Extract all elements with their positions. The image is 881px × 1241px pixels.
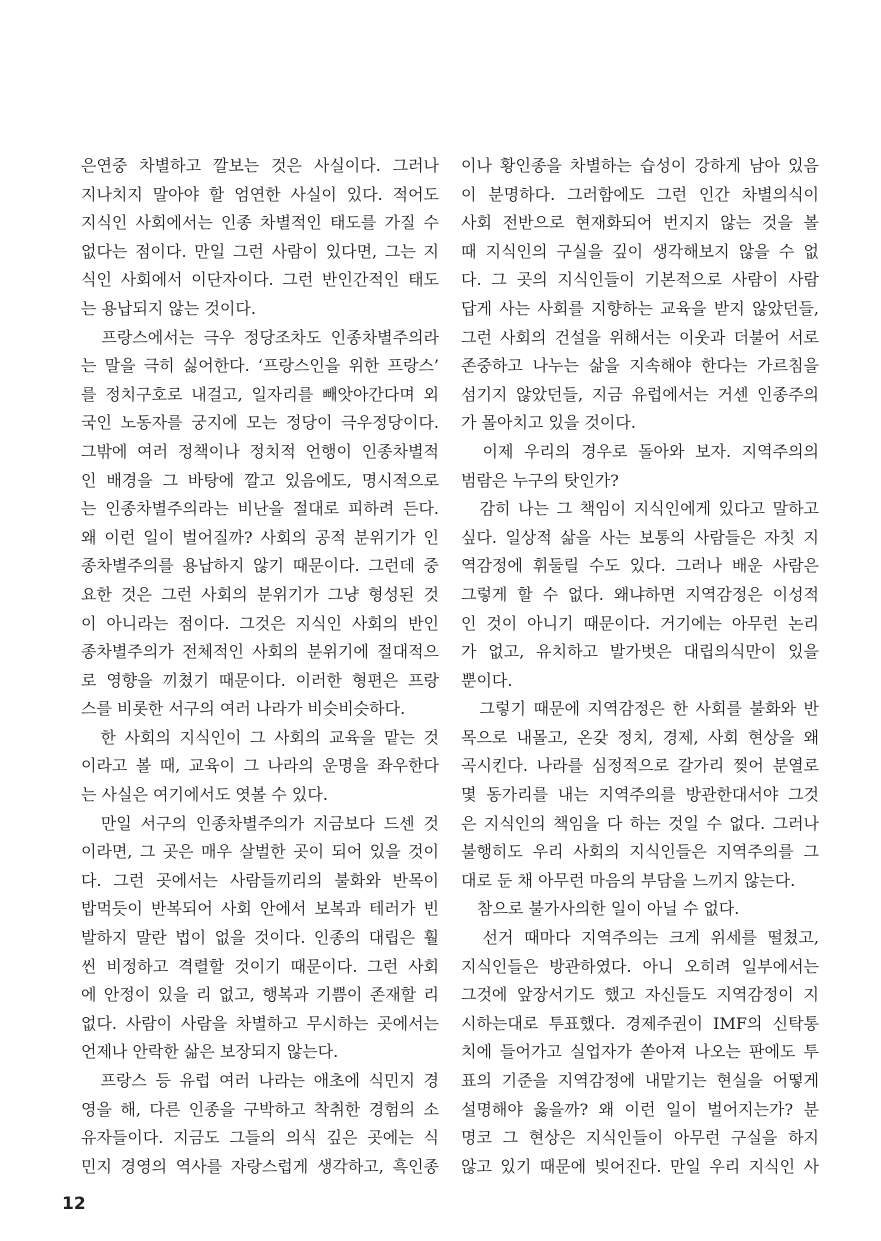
paragraph — [461, 495, 819, 695]
paragraph — [81, 810, 439, 1067]
text-line: 역감정에 휘둘릴 수도 있다. 그러나 배운 사람은 — [461, 556, 819, 576]
text-line: 발하지 말란 법이 없을 것이다. 인종의 대립은 훨 — [81, 928, 439, 948]
text-line: 시하는대로 투표했다. 경제주권이 IMF의 신탁통 — [461, 1013, 819, 1033]
text-line: 이라면, 그 곳은 매우 살벌한 곳이 되어 있을 것이 — [81, 842, 439, 862]
text-line: 에 안정이 있을 리 없고, 행복과 기쁨이 존재할 리 — [81, 985, 439, 1005]
text-line: 밥먹듯이 반복되어 사회 안에서 보복과 테러가 빈 — [81, 899, 439, 919]
text-line: 곡시킨다. 나라를 심정적으로 갈가리 찢어 분열로 — [461, 756, 819, 776]
text-line: 한 사회의 지식인이 그 사회의 교육을 맡는 것 — [81, 727, 439, 747]
text-line: 지식인 사회에서는 인종 차별적인 태도를 가질 수 — [81, 213, 439, 233]
text-line: 가 없고, 유치하고 발가벗은 대립의식만이 있을 — [461, 642, 819, 662]
text-line: 목으로 내몰고, 온갖 정치, 경제, 사회 현상을 왜 — [461, 727, 819, 747]
paragraph — [461, 695, 819, 895]
text-line: 때 지식인의 구실을 깊이 생각해보지 않을 수 없 — [461, 241, 819, 261]
text-line: 없다는 점이다. 만일 그런 사람이 있다면, 그는 지 — [81, 241, 439, 261]
text-line: 로 영향을 끼쳤기 때문이다. 이러한 형편은 프랑 — [81, 670, 439, 690]
text-line: 이제 우리의 경우로 돌아와 보자. 지역주의의 — [461, 441, 819, 461]
text-line: 않고 있기 때문에 빚어진다. 만일 우리 지식인 사 — [461, 1156, 819, 1176]
page-number: 12 — [62, 1194, 86, 1214]
paragraph — [461, 438, 819, 495]
text-line: 참으로 불가사의한 일이 아닐 수 없다. — [461, 899, 740, 919]
text-line: 답게 사는 사회를 지향하는 교육을 받지 않았던들, — [461, 298, 819, 318]
text-line: 존중하고 나누는 삶을 지속해야 한다는 가르침을 — [461, 356, 819, 376]
text-line: 국인 노동자를 궁지에 모는 정당이 극우정당이다. — [81, 413, 439, 433]
text-line: 식인 사회에서 이단자이다. 그런 반인간적인 태도 — [81, 270, 439, 290]
text-line: 영을 해, 다른 인종을 구박하고 착취한 경험의 소 — [81, 1099, 439, 1119]
paragraph — [461, 924, 819, 1181]
text-line: 표의 기준을 지역감정에 내맡기는 현실을 어떻게 — [461, 1071, 819, 1090]
text-line: 몇 동가리를 내는 지역주의를 방관한대서야 그것 — [461, 785, 819, 805]
text-line: 뿐이다. — [461, 670, 513, 690]
text-line: 이 분명하다. 그러함에도 그런 인간 차별의식이 — [461, 184, 819, 204]
text-line: 불행히도 우리 사회의 지식인들은 지역주의를 그 — [461, 842, 819, 862]
text-line: 지식인들은 방관하였다. 아니 오히려 일부에서는 — [461, 956, 819, 976]
text-line: 명코 그 현상은 지식인들이 아무런 구실을 하지 — [461, 1128, 819, 1148]
text-line: 은연중 차별하고 깔보는 것은 사실이다. 그러나 — [81, 156, 439, 175]
text-line: 섬기지 않았던들, 지금 유럽에서는 거센 인종주의 — [461, 384, 819, 404]
text-line: 지나치지 말아야 할 엄연한 사실이 있다. 적어도 — [81, 184, 439, 204]
paragraph — [81, 724, 439, 810]
text-line: 인 것이 아니기 때문이다. 거기에는 아무런 논리 — [461, 613, 819, 633]
text-line: 는 인종차별주의라는 비난을 절대로 피하려 든다. — [81, 499, 439, 519]
text-line: 없다. 사람이 사람을 차별하고 무시하는 곳에서는 — [81, 1013, 439, 1033]
text-line: 가 몰아치고 있을 것이다. — [461, 413, 636, 433]
text-line: 이 아니라는 점이다. 그것은 지식인 사회의 반인 — [81, 613, 439, 633]
paragraph — [461, 152, 819, 438]
text-line: 선거 때마다 지역주의는 크게 위세를 떨쳤고, — [461, 928, 819, 948]
paragraph — [81, 1067, 439, 1181]
text-line: 씬 비정하고 격렬할 것이기 때문이다. 그런 사회 — [81, 956, 439, 976]
paragraph — [461, 895, 819, 924]
text-line: 인 배경을 그 바탕에 깔고 있음에도, 명시적으로 — [81, 470, 439, 490]
text-line: 설명해야 옳을까? 왜 이런 일이 벌어지는가? 분 — [461, 1099, 819, 1119]
text-line: 요한 것은 그런 사회의 분위기가 그냥 형성된 것 — [81, 584, 439, 604]
text-line: 프랑스 등 유럽 여러 나라는 애초에 식민지 경 — [81, 1071, 439, 1090]
paragraph — [81, 324, 439, 724]
text-line: 사회 전반으로 현재화되어 번지지 않는 것을 볼 — [461, 213, 819, 233]
text-line: 언제나 안락한 삶은 보장되지 않는다. — [81, 1042, 339, 1062]
text-line: 를 정치구호로 내걸고, 일자리를 빼앗아간다며 외 — [81, 384, 439, 404]
text-line: 종차별주의가 전체적인 사회의 분위기에 절대적으 — [81, 642, 439, 662]
text-line: 는 용납되지 않는 것이다. — [81, 298, 256, 318]
text-line: 이나 황인종을 차별하는 습성이 강하게 남아 있음 — [461, 156, 819, 175]
paragraph — [81, 152, 439, 324]
left-column — [81, 152, 439, 1181]
text-line: 치에 들어가고 실업자가 쏟아져 나오는 판에도 투 — [461, 1042, 819, 1062]
text-line: 유자들이다. 지금도 그들의 의식 깊은 곳에는 식 — [81, 1128, 439, 1148]
text-line: 종차별주의를 용납하지 않기 때문이다. 그런데 중 — [81, 556, 439, 576]
text-line: 만일 서구의 인종차별주의가 지금보다 드센 것 — [81, 813, 439, 833]
text-line: 대로 둔 채 아무런 마음의 부담을 느끼지 않는다. — [461, 870, 796, 890]
text-line: 왜 이런 일이 벌어질까? 사회의 공적 분위기가 인 — [81, 527, 439, 547]
text-line: 그렇게 할 수 없다. 왜냐하면 지역감정은 이성적 — [461, 584, 819, 604]
text-line: 그밖에 여러 정책이나 정치적 언행이 인종차별적 — [81, 441, 439, 461]
text-line: 그것에 앞장서기도 했고 자신들도 지역감정이 지 — [461, 985, 819, 1005]
text-line: 감히 나는 그 책임이 지식인에게 있다고 말하고 — [461, 499, 819, 519]
text-line: 민지 경영의 역사를 자랑스럽게 생각하고, 흑인종 — [81, 1156, 439, 1176]
text-line: 이라고 볼 때, 교육이 그 나라의 운명을 좌우한다 — [81, 756, 439, 776]
right-column — [461, 152, 819, 1181]
text-line: 다. 그 곳의 지식인들이 기본적으로 사람이 사람 — [461, 270, 819, 290]
text-line: 는 사실은 여기에서도 엿볼 수 있다. — [81, 785, 328, 805]
text-line: 은 지식인의 책임을 다 하는 것일 수 없다. 그러나 — [461, 813, 819, 833]
text-line: 그런 사회의 건설을 위해서는 이웃과 더불어 서로 — [461, 327, 819, 347]
text-line: 프랑스에서는 극우 정당조차도 인종차별주의라 — [81, 327, 439, 347]
text-line: 스를 비롯한 서구의 여러 나라가 비슷비슷하다. — [81, 699, 406, 719]
text-line: 그렇기 때문에 지역감정은 한 사회를 불화와 반 — [461, 699, 819, 719]
text-line: 범람은 누구의 탓인가? — [461, 470, 619, 490]
text-line: 싶다. 일상적 삶을 사는 보통의 사람들은 자칫 지 — [461, 527, 819, 547]
text-line: 는 말을 극히 싫어한다. ‘프랑스인을 위한 프랑스’ — [81, 356, 439, 376]
text-line: 다. 그런 곳에서는 사람들끼리의 불화와 반목이 — [81, 870, 439, 890]
